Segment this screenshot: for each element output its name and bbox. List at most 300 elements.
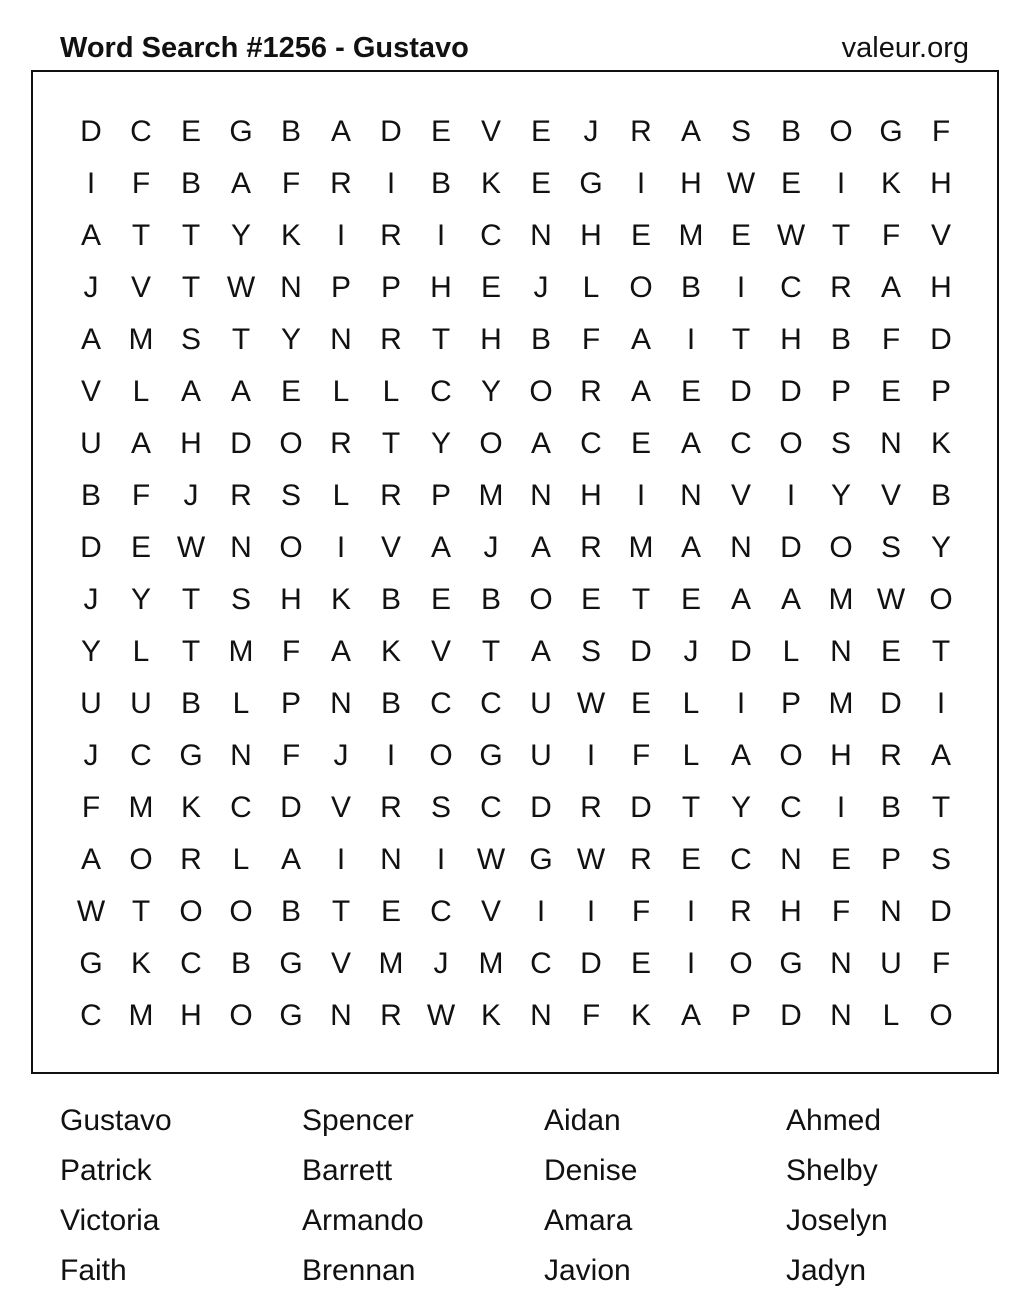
grid-letter: N	[530, 219, 552, 252]
grid-letter: Y	[230, 219, 251, 252]
grid-letter: E	[630, 687, 651, 720]
grid-letter: K	[330, 583, 351, 616]
grid-letter: R	[880, 739, 902, 772]
word-list-item: Barrett	[302, 1154, 393, 1187]
grid-letter: W	[726, 167, 756, 200]
word-list-item: Ahmed	[786, 1104, 882, 1137]
grid-letter: A	[130, 427, 151, 460]
grid-letter: B	[80, 479, 101, 512]
grid-letter: I	[936, 687, 946, 720]
grid-letter: R	[630, 115, 652, 148]
grid-letter: R	[180, 843, 202, 876]
grid-letter: F	[831, 895, 851, 928]
grid-letter: O	[529, 375, 553, 408]
grid-letter: W	[226, 271, 256, 304]
grid-letter: W	[876, 583, 906, 616]
grid-letter: G	[179, 739, 203, 772]
grid-letter: F	[281, 167, 301, 200]
grid-letter: E	[630, 427, 651, 460]
grid-letter: G	[529, 843, 553, 876]
grid-letter: C	[430, 895, 452, 928]
letter-grid	[66, 106, 966, 1042]
grid-letter: N	[780, 843, 802, 876]
grid-letter: N	[330, 999, 352, 1032]
grid-letter: R	[230, 479, 252, 512]
grid-letter: A	[930, 739, 951, 772]
grid-letter: L	[782, 635, 800, 668]
grid-letter: B	[480, 583, 501, 616]
grid-letter: B	[230, 947, 251, 980]
grid-letter: J	[83, 739, 99, 772]
grid-letter: K	[380, 635, 401, 668]
grid-letter: F	[881, 219, 901, 252]
grid-letter: Y	[80, 635, 101, 668]
grid-letter: T	[481, 635, 501, 668]
grid-letter: T	[931, 635, 951, 668]
grid-letter: R	[580, 531, 602, 564]
grid-letter: I	[386, 739, 396, 772]
grid-letter: I	[686, 323, 696, 356]
grid-letter: W	[476, 843, 506, 876]
grid-letter: O	[779, 427, 803, 460]
grid-letter: I	[386, 167, 396, 200]
grid-letter: J	[483, 531, 499, 564]
grid-letter: S	[580, 635, 601, 668]
grid-letter: C	[530, 947, 552, 980]
grid-letter: R	[380, 999, 402, 1032]
grid-letter: A	[80, 323, 101, 356]
grid-letter: C	[730, 843, 752, 876]
grid-letter: T	[231, 323, 251, 356]
grid-letter: I	[436, 219, 446, 252]
grid-letter: O	[929, 999, 953, 1032]
grid-letter: J	[433, 947, 449, 980]
grid-letter: D	[580, 947, 602, 980]
grid-letter: S	[930, 843, 951, 876]
grid-letter: I	[686, 895, 696, 928]
grid-letter: D	[780, 375, 802, 408]
grid-letter: V	[730, 479, 751, 512]
grid-letter: L	[382, 375, 400, 408]
grid-letter: O	[279, 531, 303, 564]
grid-letter: L	[232, 687, 250, 720]
grid-letter: D	[730, 635, 752, 668]
grid-letter: V	[380, 531, 401, 564]
grid-letter: R	[330, 167, 352, 200]
grid-letter: H	[780, 323, 802, 356]
grid-letter: T	[681, 791, 701, 824]
grid-letter: I	[336, 531, 346, 564]
grid-letter: E	[830, 843, 851, 876]
grid-letter: R	[730, 895, 752, 928]
grid-letter: G	[479, 739, 503, 772]
grid-letter: J	[333, 739, 349, 772]
grid-letter: N	[880, 895, 902, 928]
grid-letter: U	[80, 427, 102, 460]
grid-letter: H	[680, 167, 702, 200]
grid-letter: K	[480, 999, 501, 1032]
word-list-item: Brennan	[302, 1254, 416, 1287]
grid-letter: G	[879, 115, 903, 148]
grid-letter: O	[279, 427, 303, 460]
grid-letter: M	[828, 583, 854, 616]
grid-letter: B	[380, 687, 401, 720]
grid-letter: N	[230, 739, 252, 772]
grid-letter: L	[582, 271, 600, 304]
grid-letter: O	[529, 583, 553, 616]
grid-letter: W	[76, 895, 106, 928]
grid-letter: I	[636, 479, 646, 512]
grid-letter: E	[430, 583, 451, 616]
grid-letter: Y	[280, 323, 301, 356]
grid-letter: H	[480, 323, 502, 356]
grid-letter: R	[830, 271, 852, 304]
grid-letter: F	[881, 323, 901, 356]
grid-letter: F	[281, 739, 301, 772]
grid-letter: A	[630, 375, 651, 408]
grid-letter: E	[530, 115, 551, 148]
grid-letter: T	[331, 895, 351, 928]
grid-letter: Y	[830, 479, 851, 512]
grid-letter: K	[180, 791, 201, 824]
grid-letter: A	[680, 427, 701, 460]
grid-letter: C	[580, 427, 602, 460]
grid-letter: H	[430, 271, 452, 304]
grid-letter: L	[132, 375, 150, 408]
grid-letter: K	[880, 167, 901, 200]
grid-letter: L	[682, 687, 700, 720]
grid-letter: K	[930, 427, 951, 460]
grid-letter: I	[736, 271, 746, 304]
grid-letter: A	[780, 583, 801, 616]
grid-letter: E	[880, 635, 901, 668]
grid-letter: M	[128, 791, 154, 824]
grid-letter: O	[779, 739, 803, 772]
grid-letter: R	[330, 427, 352, 460]
grid-letter: B	[280, 895, 301, 928]
grid-letter: R	[630, 843, 652, 876]
grid-letter: E	[530, 167, 551, 200]
word-list-item: Denise	[544, 1154, 638, 1187]
grid-letter: A	[730, 739, 751, 772]
grid-letter: O	[429, 739, 453, 772]
grid-letter: H	[580, 219, 602, 252]
grid-letter: M	[678, 219, 704, 252]
grid-letter: D	[80, 115, 102, 148]
puzzle-board	[31, 70, 999, 1074]
grid-letter: E	[680, 375, 701, 408]
grid-letter: E	[430, 115, 451, 148]
grid-letter: T	[131, 219, 151, 252]
grid-letter: I	[736, 687, 746, 720]
grid-letter: F	[131, 167, 151, 200]
grid-letter: G	[229, 115, 253, 148]
grid-letter: A	[530, 635, 551, 668]
grid-letter: S	[730, 115, 751, 148]
grid-letter: H	[930, 167, 952, 200]
grid-letter: C	[480, 687, 502, 720]
grid-letter: I	[536, 895, 546, 928]
grid-letter: U	[880, 947, 902, 980]
grid-letter: P	[430, 479, 451, 512]
grid-letter: D	[780, 999, 802, 1032]
grid-letter: T	[181, 583, 201, 616]
grid-letter: H	[780, 895, 802, 928]
grid-letter: B	[380, 583, 401, 616]
grid-letter: W	[576, 687, 606, 720]
grid-letter: D	[730, 375, 752, 408]
grid-letter: T	[431, 323, 451, 356]
grid-letter: P	[330, 271, 351, 304]
grid-letter: I	[686, 947, 696, 980]
grid-letter: E	[580, 583, 601, 616]
grid-letter: J	[533, 271, 549, 304]
grid-letter: S	[430, 791, 451, 824]
grid-letter: B	[680, 271, 701, 304]
grid-letter: B	[880, 791, 901, 824]
grid-letter: I	[586, 895, 596, 928]
grid-letter: N	[830, 947, 852, 980]
grid-letter: L	[232, 843, 250, 876]
grid-letter: F	[631, 895, 651, 928]
grid-letter: E	[780, 167, 801, 200]
grid-letter: J	[683, 635, 699, 668]
grid-letter: A	[430, 531, 451, 564]
grid-letter: A	[330, 635, 351, 668]
grid-letter: V	[480, 895, 501, 928]
grid-letter: G	[279, 947, 303, 980]
grid-letter: P	[880, 843, 901, 876]
grid-letter: V	[480, 115, 501, 148]
grid-letter: W	[426, 999, 456, 1032]
grid-letter: A	[680, 115, 701, 148]
grid-letter: I	[836, 167, 846, 200]
grid-letter: E	[130, 531, 151, 564]
grid-letter: E	[680, 843, 701, 876]
grid-letter: E	[380, 895, 401, 928]
grid-letter: A	[180, 375, 201, 408]
grid-letter: O	[629, 271, 653, 304]
grid-letter: H	[930, 271, 952, 304]
grid-letter: M	[478, 479, 504, 512]
grid-letter: W	[776, 219, 806, 252]
grid-letter: C	[430, 375, 452, 408]
grid-letter: Y	[430, 427, 451, 460]
grid-letter: N	[830, 999, 852, 1032]
grid-letter: A	[630, 323, 651, 356]
grid-letter: V	[330, 947, 351, 980]
grid-letter: I	[836, 791, 846, 824]
grid-letter: E	[680, 583, 701, 616]
grid-letter: B	[530, 323, 551, 356]
grid-letter: N	[680, 479, 702, 512]
grid-letter: O	[829, 115, 853, 148]
word-list-item: Joselyn	[786, 1204, 888, 1237]
grid-letter: D	[930, 323, 952, 356]
grid-letter: R	[380, 219, 402, 252]
grid-letter: C	[780, 271, 802, 304]
grid-letter: P	[830, 375, 851, 408]
grid-letter: G	[79, 947, 103, 980]
grid-letter: R	[580, 791, 602, 824]
grid-letter: B	[180, 687, 201, 720]
grid-letter: V	[430, 635, 451, 668]
grid-letter: W	[576, 843, 606, 876]
grid-letter: P	[280, 687, 301, 720]
grid-letter: L	[332, 375, 350, 408]
grid-letter: A	[230, 167, 251, 200]
grid-letter: A	[680, 999, 701, 1032]
grid-letter: I	[586, 739, 596, 772]
grid-letter: S	[830, 427, 851, 460]
grid-letter: D	[630, 791, 652, 824]
grid-letter: I	[436, 843, 446, 876]
grid-letter: O	[129, 843, 153, 876]
grid-letter: R	[380, 479, 402, 512]
grid-letter: V	[80, 375, 101, 408]
grid-letter: E	[280, 375, 301, 408]
grid-letter: D	[780, 531, 802, 564]
grid-letter: S	[280, 479, 301, 512]
grid-letter: D	[630, 635, 652, 668]
grid-letter: N	[330, 687, 352, 720]
grid-letter: E	[630, 947, 651, 980]
grid-letter: E	[630, 219, 651, 252]
word-list-item: Jadyn	[786, 1254, 867, 1287]
grid-letter: K	[130, 947, 151, 980]
grid-letter: O	[479, 427, 503, 460]
grid-letter: A	[880, 271, 901, 304]
word-list-item: Amara	[544, 1204, 633, 1237]
grid-letter: T	[181, 271, 201, 304]
grid-letter: J	[83, 583, 99, 616]
grid-letter: B	[830, 323, 851, 356]
grid-letter: D	[380, 115, 402, 148]
word-list-item: Gustavo	[60, 1104, 172, 1137]
grid-letter: V	[130, 271, 151, 304]
grid-letter: K	[480, 167, 501, 200]
grid-letter: E	[180, 115, 201, 148]
grid-letter: O	[229, 895, 253, 928]
grid-letter: A	[330, 115, 351, 148]
grid-letter: J	[83, 271, 99, 304]
grid-letter: G	[779, 947, 803, 980]
grid-letter: N	[530, 479, 552, 512]
grid-letter: T	[181, 219, 201, 252]
grid-letter: T	[381, 427, 401, 460]
grid-letter: I	[636, 167, 646, 200]
puzzle-title: Word Search #1256 - Gustavo	[60, 31, 469, 64]
grid-letter: N	[880, 427, 902, 460]
grid-letter: A	[530, 427, 551, 460]
grid-letter: U	[530, 739, 552, 772]
grid-letter: K	[630, 999, 651, 1032]
grid-letter: T	[181, 635, 201, 668]
grid-letter: I	[336, 219, 346, 252]
grid-letter: B	[180, 167, 201, 200]
word-list-item: Patrick	[60, 1154, 152, 1187]
grid-letter: C	[480, 791, 502, 824]
page-header	[60, 28, 969, 68]
grid-letter: O	[829, 531, 853, 564]
word-list-item: Shelby	[786, 1154, 878, 1187]
grid-letter: A	[80, 843, 101, 876]
grid-letter: F	[281, 635, 301, 668]
grid-letter: H	[830, 739, 852, 772]
grid-letter: U	[80, 687, 102, 720]
grid-letter: I	[336, 843, 346, 876]
word-list	[60, 1096, 1028, 1296]
grid-letter: F	[581, 323, 601, 356]
grid-letter: M	[478, 947, 504, 980]
grid-letter: D	[880, 687, 902, 720]
grid-letter: B	[430, 167, 451, 200]
grid-letter: G	[279, 999, 303, 1032]
grid-letter: P	[380, 271, 401, 304]
grid-letter: B	[780, 115, 801, 148]
grid-letter: V	[930, 219, 951, 252]
grid-letter: L	[132, 635, 150, 668]
grid-letter: C	[480, 219, 502, 252]
grid-letter: N	[530, 999, 552, 1032]
grid-letter: V	[880, 479, 901, 512]
grid-letter: C	[80, 999, 102, 1032]
grid-letter: C	[180, 947, 202, 980]
grid-letter: A	[230, 375, 251, 408]
grid-letter: N	[230, 531, 252, 564]
grid-letter: B	[280, 115, 301, 148]
grid-letter: F	[131, 479, 151, 512]
grid-letter: O	[179, 895, 203, 928]
grid-letter: I	[86, 167, 96, 200]
grid-letter: O	[229, 999, 253, 1032]
grid-letter: C	[130, 115, 152, 148]
site-name: valeur.org	[841, 31, 969, 64]
grid-letter: Y	[480, 375, 501, 408]
word-list-item: Victoria	[60, 1204, 160, 1237]
grid-letter: R	[380, 791, 402, 824]
grid-letter: C	[780, 791, 802, 824]
grid-letter: F	[931, 115, 951, 148]
word-list-item: Aidan	[544, 1104, 621, 1137]
grid-letter: H	[280, 583, 302, 616]
grid-letter: I	[786, 479, 796, 512]
grid-letter: A	[730, 583, 751, 616]
grid-letter: D	[280, 791, 302, 824]
grid-letter: R	[380, 323, 402, 356]
grid-letter: C	[130, 739, 152, 772]
grid-letter: T	[731, 323, 751, 356]
grid-letter: H	[180, 999, 202, 1032]
grid-letter: A	[530, 531, 551, 564]
grid-letter: F	[931, 947, 951, 980]
grid-letter: N	[380, 843, 402, 876]
grid-letter: M	[128, 323, 154, 356]
grid-letter: T	[631, 583, 651, 616]
grid-letter: T	[831, 219, 851, 252]
grid-letter: E	[730, 219, 751, 252]
grid-letter: M	[128, 999, 154, 1032]
grid-letter: N	[330, 323, 352, 356]
grid-letter: G	[579, 167, 603, 200]
grid-letter: N	[280, 271, 302, 304]
word-list-item: Spencer	[302, 1104, 414, 1137]
grid-letter: L	[332, 479, 350, 512]
grid-letter: L	[882, 999, 900, 1032]
grid-letter: F	[81, 791, 101, 824]
grid-letter: C	[730, 427, 752, 460]
grid-letter: C	[430, 687, 452, 720]
